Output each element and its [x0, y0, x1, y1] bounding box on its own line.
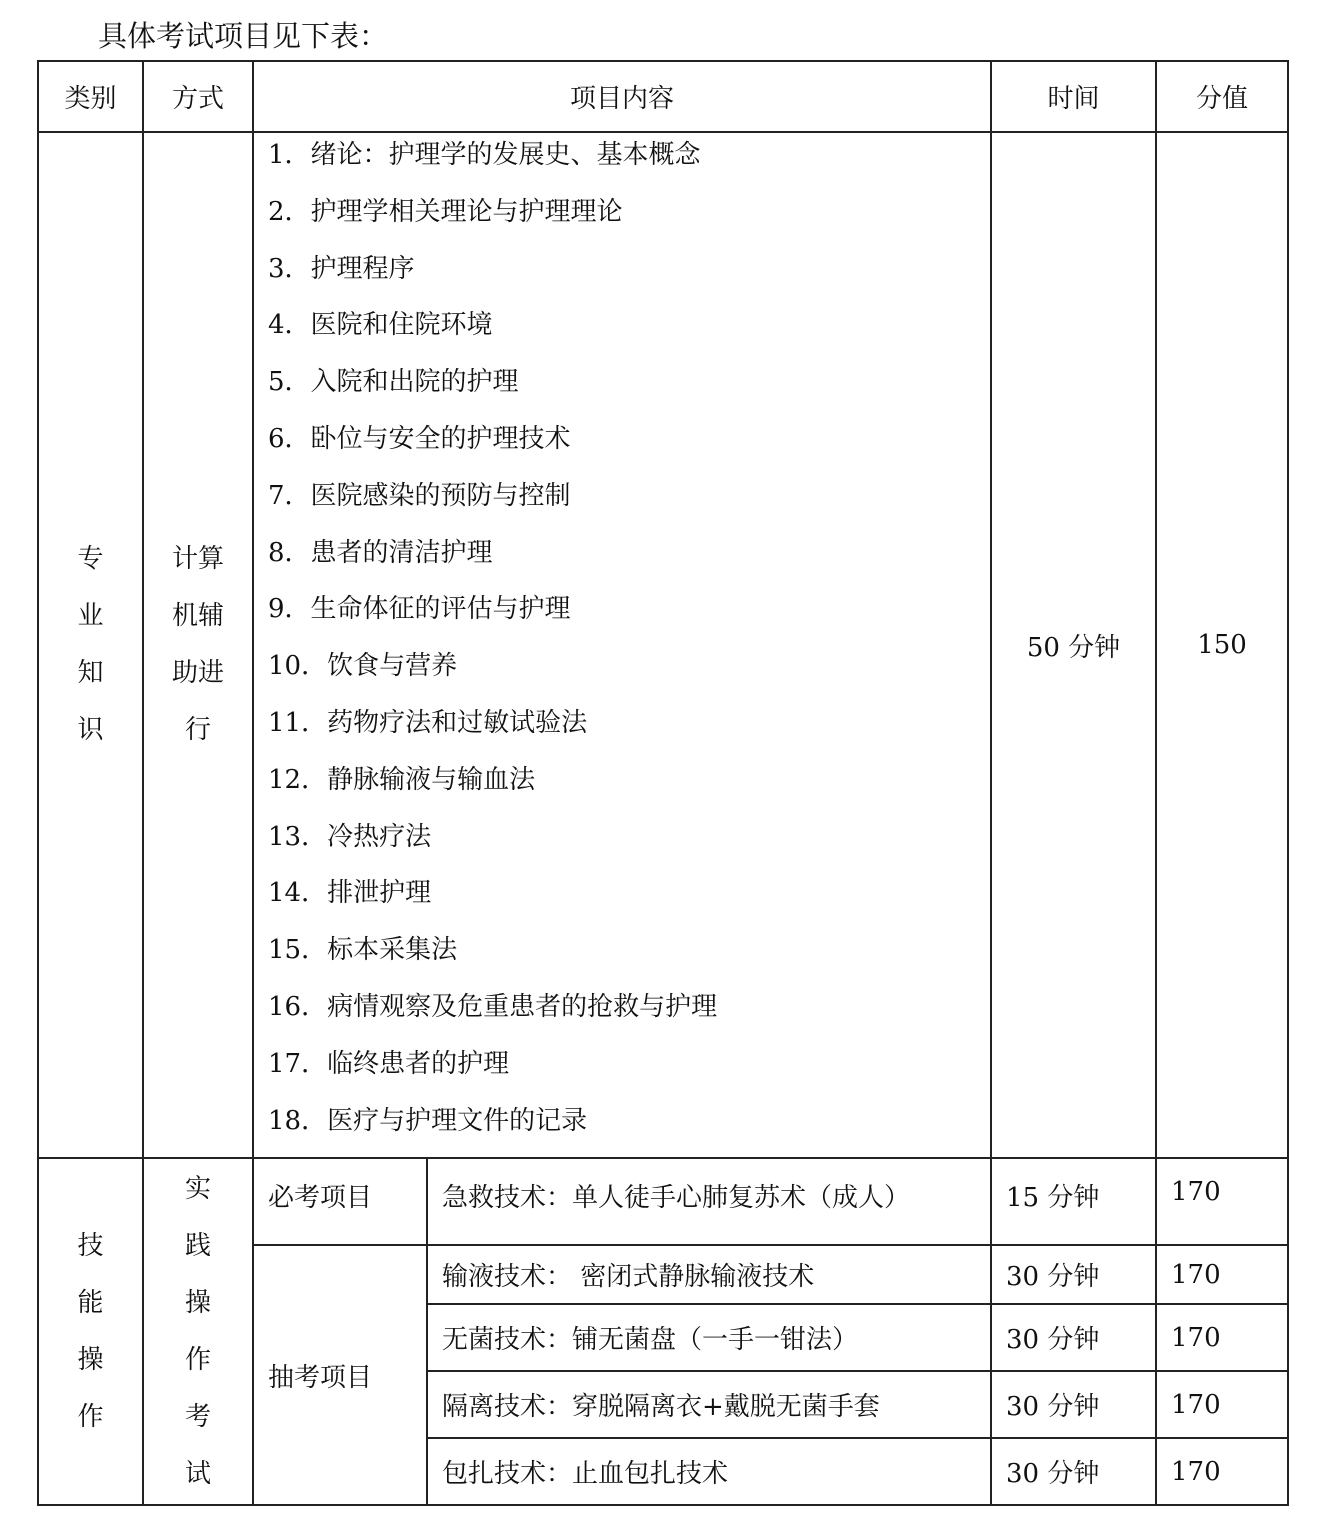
char: 操 [184, 1287, 211, 1318]
char: 技 [77, 1230, 104, 1261]
char: 知 [77, 658, 104, 689]
list-item: 6．卧位与安全的护理技术 [268, 423, 571, 454]
char: 识 [77, 715, 104, 746]
skill-content: 包扎技术：止血包扎技术 [427, 1438, 991, 1505]
char: 行 [184, 715, 211, 746]
header-method: 方式 [143, 61, 253, 132]
skill-time: 30 分钟 [991, 1245, 1156, 1304]
list-item: 15．标本采集法 [268, 935, 458, 966]
list-item: 7．医院感染的预防与控制 [268, 480, 571, 511]
skill-time: 15 分钟 [991, 1158, 1156, 1245]
skill-score: 170 [1156, 1371, 1288, 1438]
skill-time: 30 分钟 [991, 1371, 1156, 1438]
skill-method [143, 1158, 253, 1505]
list-item: 13．冷热疗法 [268, 821, 432, 852]
skill-score: 170 [1156, 1304, 1288, 1371]
char: 考 [184, 1401, 211, 1432]
required-label: 必考项目 [253, 1158, 427, 1245]
skill-time: 30 分钟 [991, 1438, 1156, 1505]
char: 实 [184, 1173, 211, 1204]
char: 专 [77, 544, 104, 575]
char: 作 [184, 1344, 211, 1375]
intro-text: 具体考试项目见下表： [98, 19, 389, 53]
char: 计算 [171, 544, 224, 575]
list-item: 5．入院和出院的护理 [268, 367, 519, 398]
char: 业 [77, 601, 104, 632]
list-item: 4．医院和住院环境 [268, 310, 493, 341]
list-item: 18．医疗与护理文件的记录 [268, 1105, 588, 1136]
list-item: 11．药物疗法和过敏试验法 [268, 707, 588, 738]
list-item: 2．护理学相关理论与护理理论 [268, 196, 623, 227]
skill-category [38, 1158, 143, 1505]
char: 助进 [171, 658, 224, 689]
random-label: 抽考项目 [253, 1245, 427, 1505]
theory-items [253, 132, 991, 1158]
exam-table [37, 60, 1289, 1506]
skill-content: 隔离技术：穿脱隔离衣+戴脱无菌手套 [427, 1371, 991, 1438]
theory-time: 50 分钟 [991, 132, 1156, 1158]
list-item: 10．饮食与营养 [268, 651, 458, 682]
theory-method [143, 132, 253, 1158]
header-category: 类别 [38, 61, 143, 132]
list-item: 12．静脉输液与输血法 [268, 764, 536, 795]
list-item: 14．排泄护理 [268, 878, 432, 909]
theory-category [38, 132, 143, 1158]
theory-row [38, 132, 1288, 1158]
char: 试 [184, 1458, 211, 1489]
theory-score: 150 [1156, 132, 1288, 1158]
skill-score: 170 [1156, 1438, 1288, 1505]
skill-row [38, 1158, 1288, 1245]
list-item: 8．患者的清洁护理 [268, 537, 493, 568]
header-score: 分值 [1156, 61, 1288, 132]
header-content: 项目内容 [253, 61, 991, 132]
char: 操 [77, 1344, 104, 1375]
list-item: 17．临终患者的护理 [268, 1048, 510, 1079]
char: 践 [184, 1230, 211, 1261]
list-item: 16．病情观察及危重患者的抢救与护理 [268, 991, 718, 1022]
char: 能 [77, 1287, 104, 1318]
skill-content: 输液技术： 密闭式静脉输液技术 [427, 1245, 991, 1304]
skill-score: 170 [1156, 1245, 1288, 1304]
skill-score: 170 [1156, 1158, 1288, 1245]
header-time: 时间 [991, 61, 1156, 132]
list-item: 3．护理程序 [268, 253, 415, 284]
char: 机辅 [171, 601, 224, 632]
char: 作 [77, 1401, 104, 1432]
list-item: 9．生命体征的评估与护理 [268, 594, 571, 625]
header-row [38, 61, 1288, 132]
list-item: 1．绪论：护理学的发展史、基本概念 [268, 140, 701, 170]
skill-time: 30 分钟 [991, 1304, 1156, 1371]
skill-content: 急救技术：单人徒手心肺复苏术（成人） [427, 1158, 991, 1245]
skill-content: 无菌技术：铺无菌盘（一手一钳法） [427, 1304, 991, 1371]
